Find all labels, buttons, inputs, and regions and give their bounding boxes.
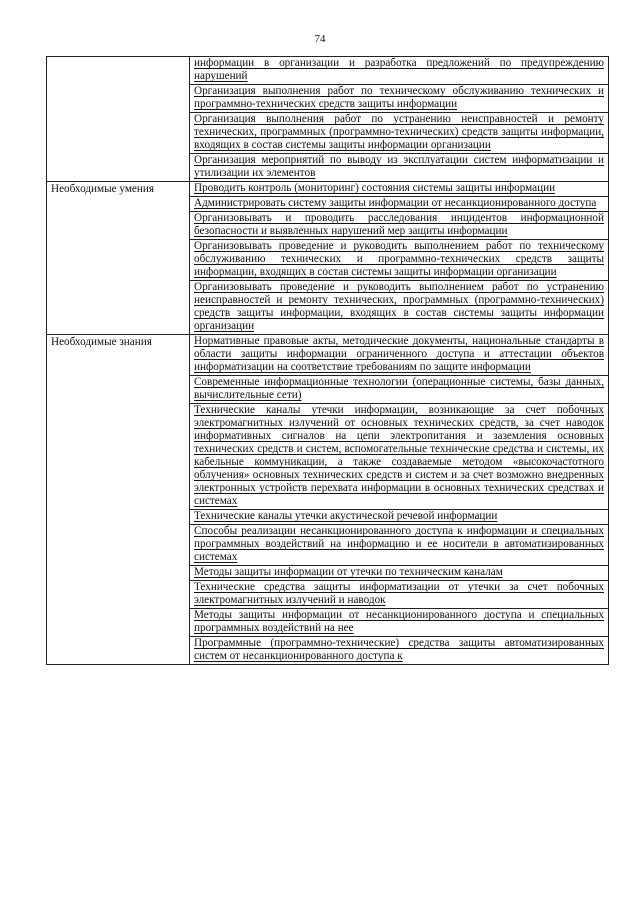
table-cell: [190, 85, 609, 113]
cell-text: Методы защиты информации от несанкционированного доступа и специальных программных воздействий на нее: [194, 609, 604, 634]
row-label-skills: Необходимые умения: [47, 182, 190, 335]
cell-text: Программные (программно-технические) средства защиты автоматизированных систем от несанкционированного доступа к: [194, 637, 604, 662]
cell-text: Организация мероприятий по выводу из эксплуатации систем информатизации и утилизации их элементов: [194, 154, 604, 179]
cell-text: Администрировать систему защиты информации от несанкционированного доступа: [194, 197, 597, 209]
cell-text: Технические каналы утечки акустической речевой информации: [194, 510, 498, 522]
table-cell: [190, 525, 609, 566]
row-label: [47, 57, 190, 182]
table-row: [47, 57, 609, 85]
cell-text: Организация выполнения работ по техническому обслуживанию технических и программно-технических средств защиты информации: [194, 85, 604, 110]
competency-table: [46, 56, 609, 665]
table-cell: [190, 240, 609, 281]
table-row: [47, 182, 609, 197]
table-cell: [190, 376, 609, 404]
cell-text: Организовывать проведение и руководить выполнением работ по устранению неисправностей и ремонту технических, программных (программно-технических) средств защиты информации, входящих в состав системы защиты информации организации: [194, 281, 604, 332]
cell-text: Проводить контроль (мониторинг) состояния системы защиты информации: [194, 182, 556, 194]
table-cell: [190, 335, 609, 376]
cell-text: Способы реализации несанкционированного доступа к информации и специальных программных воздействий на информацию и ее носители в автоматизированных системах: [194, 525, 604, 563]
row-label-knowledge: Необходимые знания: [47, 335, 190, 665]
table-cell: [190, 197, 609, 212]
cell-text: Организовывать и проводить расследования инцидентов информационной безопасности и выявленных нарушений мер защиты информации: [194, 212, 604, 237]
table-cell: [190, 212, 609, 240]
table-cell: [190, 404, 609, 510]
table-cell: [190, 57, 609, 85]
table-cell: [190, 154, 609, 182]
cell-text: Технические каналы утечки информации, возникающие за счет побочных электромагнитных излучений от основных технических средств, за счет наводок информативных сигналов на цепи электропитания и заземления основных технических средств и систем, вспомогательные технические средства и системы, их кабельные коммуникации, а также создаваемые методом «высокочастотного облучения» основных технических средств и систем и за счет возможно внедренных электронных устройств перехвата информации в основных технических средствах и системах: [194, 404, 604, 507]
table-row: [47, 335, 609, 376]
table-cell: [190, 510, 609, 525]
cell-text: информации в организации и разработка предложений по предупреждению нарушений: [194, 57, 604, 82]
table-cell: [190, 182, 609, 197]
cell-text: Современные информационные технологии (операционные системы, базы данных, вычислительные сети): [194, 376, 604, 401]
table-cell: [190, 637, 609, 665]
table-cell: [190, 566, 609, 581]
cell-text: Организация выполнения работ по устранению неисправностей и ремонту технических, программных (программно-технических) средств защиты информации, входящих в состав системы защиты информации организации: [194, 113, 604, 151]
cell-text: Технические средства защиты информатизации от утечки за счет побочных электромагнитных излучений и наводок: [194, 581, 604, 606]
table-cell: [190, 581, 609, 609]
page-number: 74: [314, 33, 326, 45]
table-cell: [190, 113, 609, 154]
table-cell: [190, 609, 609, 637]
cell-text: Организовывать проведение и руководить выполнением работ по техническому обслуживанию технических и программно-технических средств защиты информации, входящих в состав системы защиты информации организации: [194, 240, 604, 278]
cell-text: Методы защиты информации от утечки по техническим каналам: [194, 566, 503, 578]
cell-text: Нормативные правовые акты, методические документы, национальные стандарты в области защиты информации ограниченного доступа и аттестации объектов информатизации на соответствие требованиям по защите информации: [194, 335, 604, 373]
table-cell: [190, 281, 609, 335]
